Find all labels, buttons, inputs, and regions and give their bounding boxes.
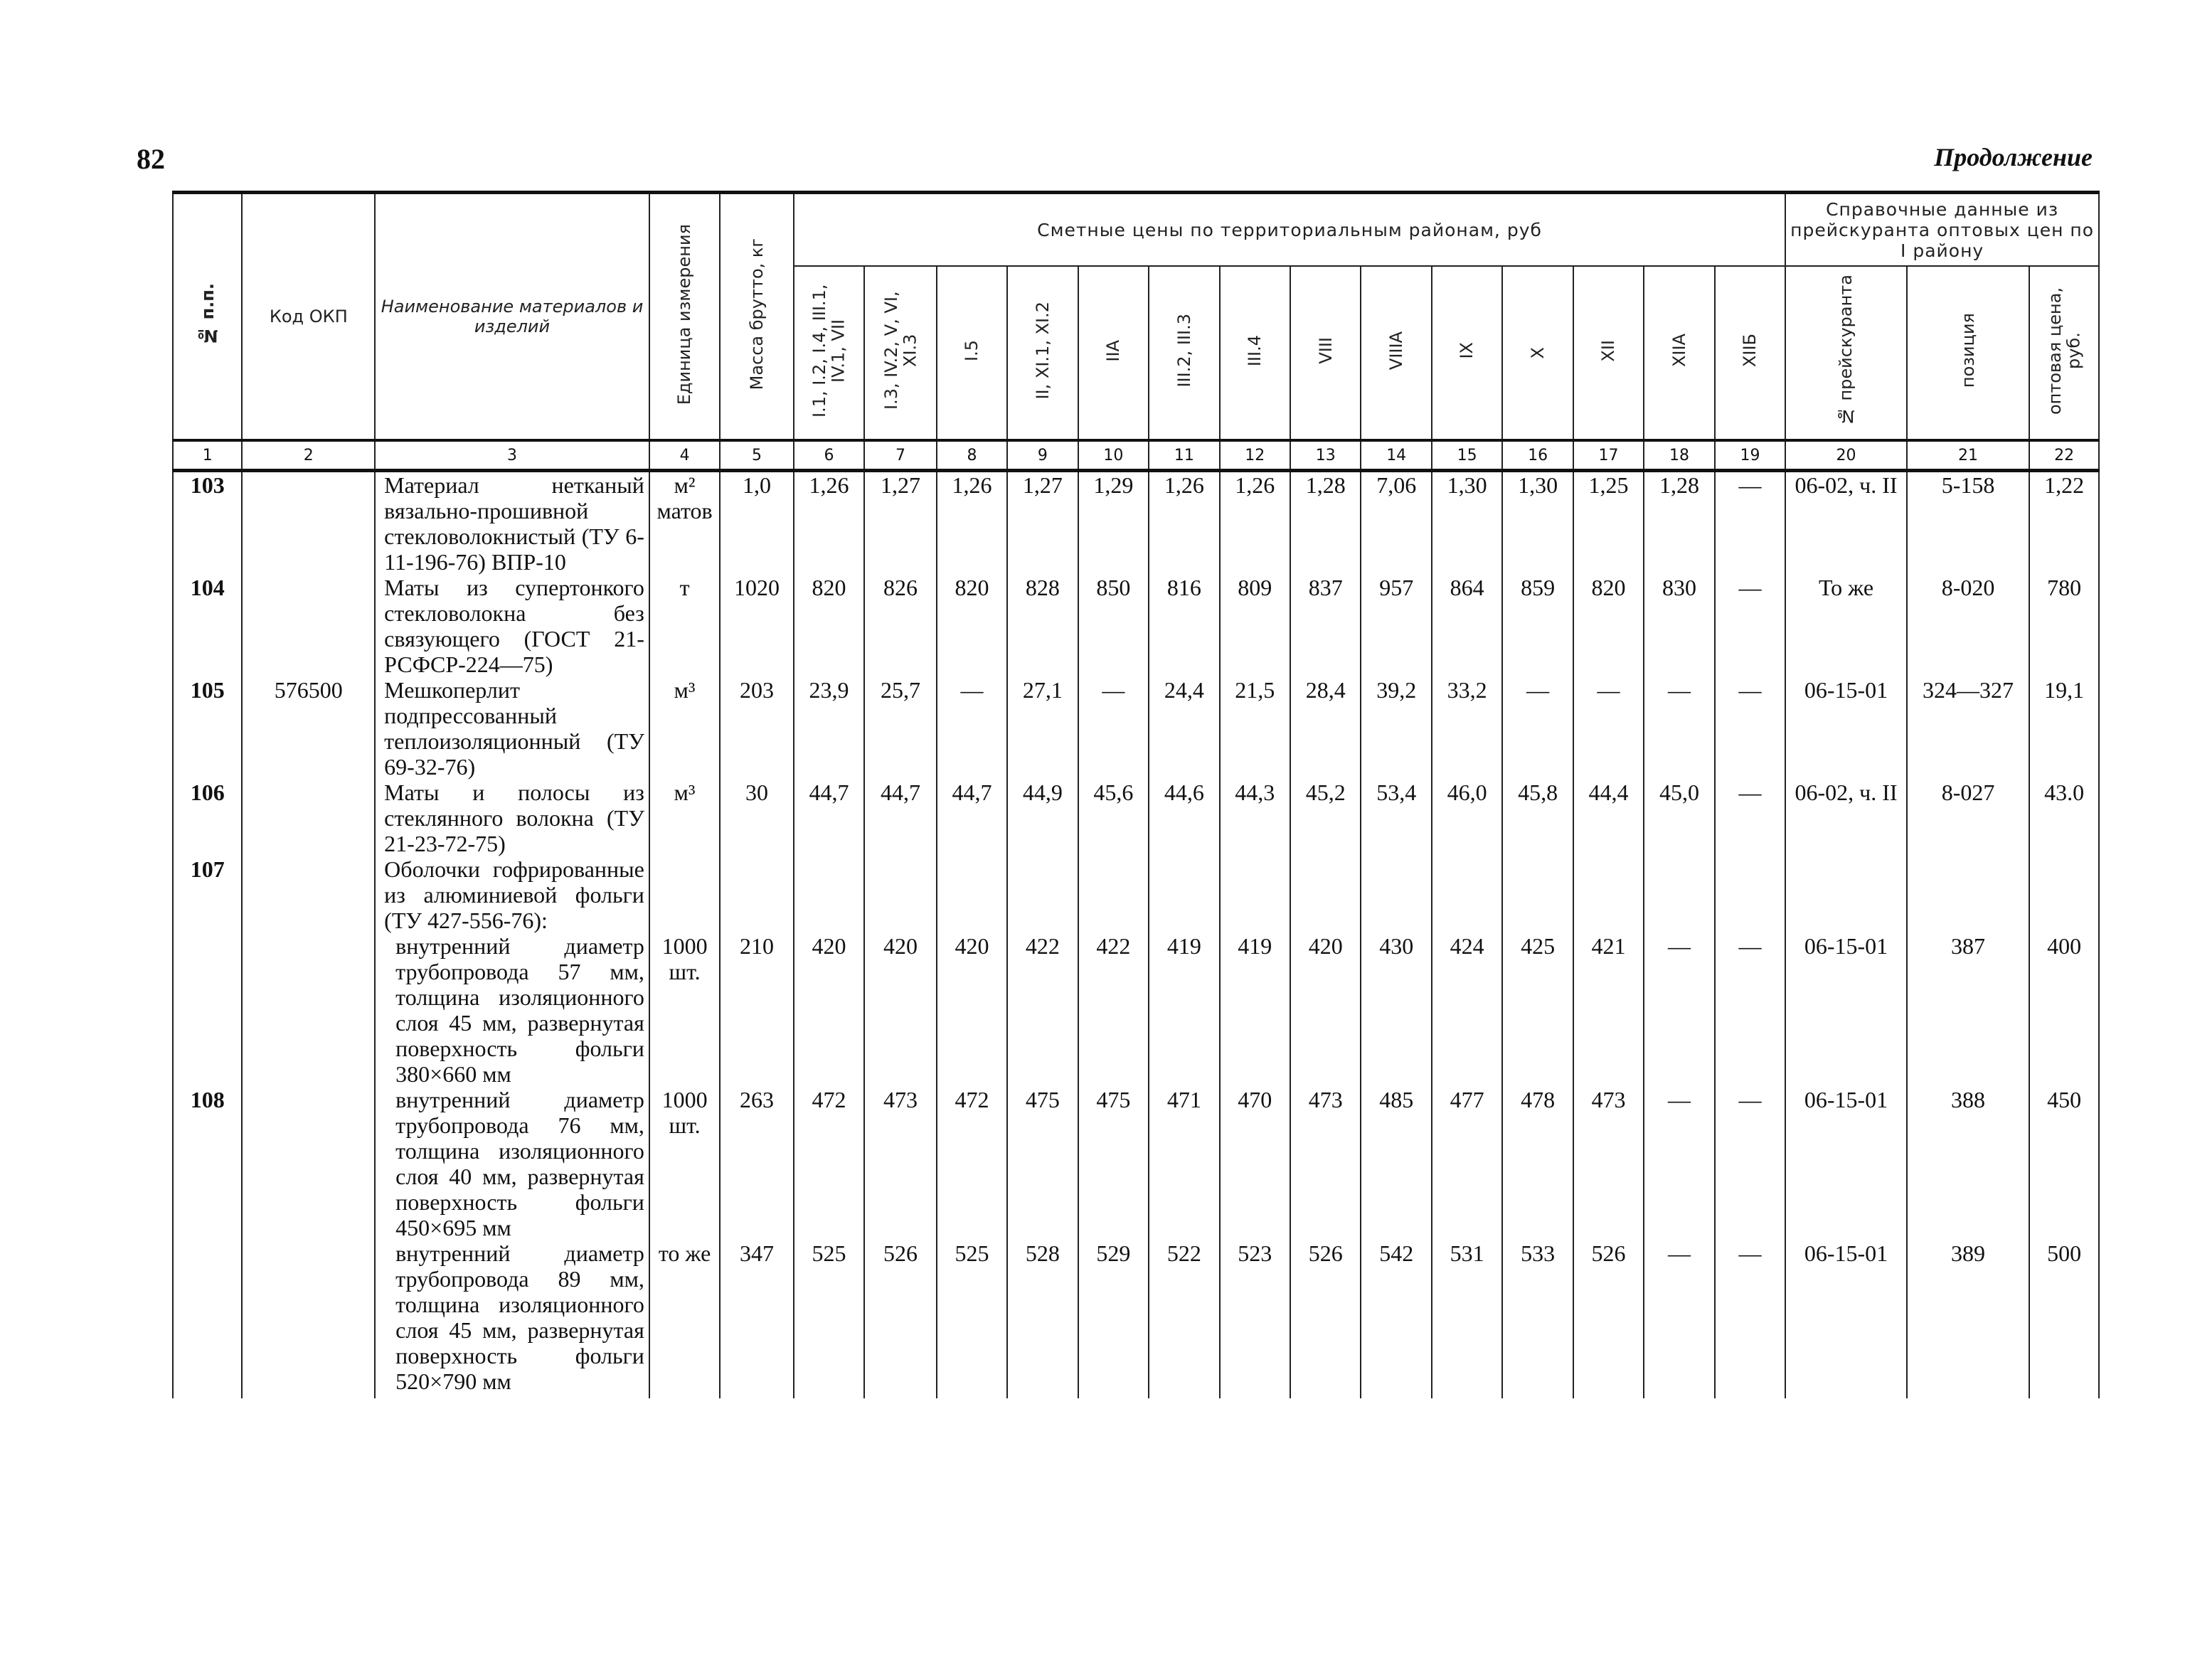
col-header-region: XIIA <box>1644 266 1714 440</box>
column-number: 21 <box>1907 440 2030 471</box>
region-price <box>937 856 1007 933</box>
material-name: внутренний диаметр трубопровода 76 мм, толщина изоляционного слоя 40 мм, развернутая поверхность фольги 450×695 мм <box>375 1087 649 1240</box>
gross-mass: 203 <box>720 677 794 780</box>
col-header-region: VIIIA <box>1361 266 1431 440</box>
region-price <box>1149 856 1219 933</box>
region-price: 23,9 <box>794 677 864 780</box>
column-number: 5 <box>720 440 794 471</box>
region-price: 820 <box>794 575 864 677</box>
col-header-reference: позиция <box>1907 266 2030 440</box>
col-header-region: I.1, I.2, I.4, III.1, IV.1, VII <box>794 266 864 440</box>
region-price: 809 <box>1220 575 1290 677</box>
wholesale-price: 500 <box>2029 1240 2099 1398</box>
col-header-region: I.5 <box>937 266 1007 440</box>
region-price: 53,4 <box>1361 780 1431 856</box>
region-price: 27,1 <box>1007 677 1078 780</box>
unit-of-measure: 1000 шт. <box>649 1087 720 1240</box>
table-row <box>173 856 2099 933</box>
region-price: 45,6 <box>1078 780 1149 856</box>
pricelist-number: 06-02, ч. II <box>1785 471 1907 575</box>
col-header-region: II, XI.1, XI.2 <box>1007 266 1078 440</box>
region-price: 472 <box>937 1087 1007 1240</box>
unit-of-measure: то же <box>649 1240 720 1398</box>
okp-code <box>242 575 375 677</box>
price-table-container <box>172 191 2100 1398</box>
unit-of-measure: т <box>649 575 720 677</box>
region-price: 45,0 <box>1644 780 1714 856</box>
region-price: 837 <box>1290 575 1361 677</box>
gross-mass: 347 <box>720 1240 794 1398</box>
region-price: 422 <box>1078 933 1149 1087</box>
region-price: 44,7 <box>794 780 864 856</box>
region-price: 1,30 <box>1502 471 1573 575</box>
region-price: 44,6 <box>1149 780 1219 856</box>
wholesale-price: 19,1 <box>2029 677 2099 780</box>
column-number: 2 <box>242 440 375 471</box>
col-header-region: X <box>1502 266 1573 440</box>
col-header-region: III.4 <box>1220 266 1290 440</box>
region-price: 425 <box>1502 933 1573 1087</box>
region-price <box>864 856 936 933</box>
region-price: 542 <box>1361 1240 1431 1398</box>
pricelist-position: 8-027 <box>1907 780 2030 856</box>
unit-of-measure: 1000 шт. <box>649 933 720 1087</box>
region-price: 1,28 <box>1290 471 1361 575</box>
col-header-region: I.3, IV.2, V, VI, XI.3 <box>864 266 936 440</box>
region-price: 523 <box>1220 1240 1290 1398</box>
region-price: 1,28 <box>1644 471 1714 575</box>
okp-code <box>242 1240 375 1398</box>
region-price: 420 <box>1290 933 1361 1087</box>
pricelist-position: 324—327 <box>1907 677 2030 780</box>
region-price: 529 <box>1078 1240 1149 1398</box>
region-price: 44,7 <box>864 780 936 856</box>
pricelist-number: 06-15-01 <box>1785 1087 1907 1240</box>
region-price: 816 <box>1149 575 1219 677</box>
row-number <box>173 1240 242 1398</box>
pricelist-position: 5-158 <box>1907 471 2030 575</box>
pricelist-number: 06-02, ч. II <box>1785 780 1907 856</box>
table-row <box>173 677 2099 780</box>
table-body <box>173 471 2099 1399</box>
region-price: 475 <box>1078 1087 1149 1240</box>
col-header-region: VIII <box>1290 266 1361 440</box>
col-header-region: III.2, III.3 <box>1149 266 1219 440</box>
region-price: 859 <box>1502 575 1573 677</box>
col-header-region: XII <box>1573 266 1644 440</box>
row-number: 108 <box>173 1087 242 1240</box>
table-row <box>173 933 2099 1087</box>
row-number: 104 <box>173 575 242 677</box>
table-row <box>173 1087 2099 1240</box>
region-price: 7,06 <box>1361 471 1431 575</box>
material-name: Материал нетканый вязально-прошивной стекловолокнистый (ТУ 6-11-196-76) ВПР-10 <box>375 471 649 575</box>
region-price: 471 <box>1149 1087 1219 1240</box>
region-price: — <box>1715 780 1786 856</box>
okp-code: 576500 <box>242 677 375 780</box>
region-price <box>1220 856 1290 933</box>
region-price: 45,2 <box>1290 780 1361 856</box>
region-price: — <box>1715 1087 1786 1240</box>
page-number: 82 <box>137 143 165 175</box>
gross-mass <box>720 856 794 933</box>
wholesale-price: 780 <box>2029 575 2099 677</box>
region-price: 21,5 <box>1220 677 1290 780</box>
region-price: — <box>1644 1087 1714 1240</box>
region-price: 1,29 <box>1078 471 1149 575</box>
column-number: 17 <box>1573 440 1644 471</box>
unit-of-measure: м³ <box>649 677 720 780</box>
region-price: 44,4 <box>1573 780 1644 856</box>
wholesale-price: 400 <box>2029 933 2099 1087</box>
region-price: 485 <box>1361 1087 1431 1240</box>
column-number: 9 <box>1007 440 1078 471</box>
region-price: 820 <box>937 575 1007 677</box>
region-price <box>1078 856 1149 933</box>
region-price: 430 <box>1361 933 1431 1087</box>
column-number: 6 <box>794 440 864 471</box>
region-price: 45,8 <box>1502 780 1573 856</box>
col-header-reference: оптовая цена, руб. <box>2029 266 2099 440</box>
unit-of-measure: м² матов <box>649 471 720 575</box>
pricelist-position: 389 <box>1907 1240 2030 1398</box>
region-price: 1,25 <box>1573 471 1644 575</box>
column-number: 11 <box>1149 440 1219 471</box>
row-number: 106 <box>173 780 242 856</box>
region-price: 24,4 <box>1149 677 1219 780</box>
column-number: 3 <box>375 440 649 471</box>
okp-code <box>242 780 375 856</box>
region-price: — <box>1078 677 1149 780</box>
region-price <box>1007 856 1078 933</box>
col-header-reference: № прейскуранта <box>1785 266 1907 440</box>
region-price: 39,2 <box>1361 677 1431 780</box>
region-price: 473 <box>1573 1087 1644 1240</box>
pricelist-position <box>1907 856 2030 933</box>
region-price: 826 <box>864 575 936 677</box>
regions-group-header: Сметные цены по территориальным районам, руб <box>794 193 1785 267</box>
region-price: 421 <box>1573 933 1644 1087</box>
material-name: внутренний диаметр трубопровода 57 мм, толщина изоляционного слоя 45 мм, развернутая поверхность фольги 380×660 мм <box>375 933 649 1087</box>
row-number: 103 <box>173 471 242 575</box>
pricelist-position: 8-020 <box>1907 575 2030 677</box>
region-price <box>1715 856 1786 933</box>
region-price: 44,3 <box>1220 780 1290 856</box>
unit-of-measure: м³ <box>649 780 720 856</box>
column-number: 15 <box>1432 440 1502 471</box>
pricelist-number <box>1785 856 1907 933</box>
column-numbers-row <box>173 440 2099 471</box>
region-price: — <box>937 677 1007 780</box>
pricelist-number: 06-15-01 <box>1785 1240 1907 1398</box>
wholesale-price <box>2029 856 2099 933</box>
table-row <box>173 780 2099 856</box>
region-price: — <box>1715 677 1786 780</box>
region-price: 44,9 <box>1007 780 1078 856</box>
region-price: 420 <box>794 933 864 1087</box>
region-price: 33,2 <box>1432 677 1502 780</box>
region-price: 525 <box>794 1240 864 1398</box>
column-number: 18 <box>1644 440 1714 471</box>
region-price: — <box>1502 677 1573 780</box>
region-price: 420 <box>864 933 936 1087</box>
column-number: 7 <box>864 440 936 471</box>
region-price: 528 <box>1007 1240 1078 1398</box>
region-price: 1,27 <box>1007 471 1078 575</box>
okp-code <box>242 1087 375 1240</box>
column-number: 10 <box>1078 440 1149 471</box>
region-price: 525 <box>937 1240 1007 1398</box>
row-number: 105 <box>173 677 242 780</box>
region-price: 422 <box>1007 933 1078 1087</box>
region-price: 850 <box>1078 575 1149 677</box>
pricelist-position: 387 <box>1907 933 2030 1087</box>
continuation-label: Продолжение <box>1934 143 2093 171</box>
region-price <box>1644 856 1714 933</box>
wholesale-price: 450 <box>2029 1087 2099 1240</box>
region-price: 478 <box>1502 1087 1573 1240</box>
table-row <box>173 471 2099 575</box>
material-name: Маты из супертонкого стекловолокна без связующего (ГОСТ 21-РСФСР-224—75) <box>375 575 649 677</box>
wholesale-price: 43.0 <box>2029 780 2099 856</box>
region-price: 1,26 <box>1149 471 1219 575</box>
region-price: — <box>1715 1240 1786 1398</box>
row-number <box>173 933 242 1087</box>
column-number: 13 <box>1290 440 1361 471</box>
region-price: 420 <box>937 933 1007 1087</box>
region-price <box>1432 856 1502 933</box>
region-price <box>1573 856 1644 933</box>
region-price: 531 <box>1432 1240 1502 1398</box>
material-name: Мешкоперлит подпрессованный теплоизоляционный (ТУ 69-32-76) <box>375 677 649 780</box>
column-number: 1 <box>173 440 242 471</box>
col-header-region: IX <box>1432 266 1502 440</box>
region-price: — <box>1644 933 1714 1087</box>
region-price <box>794 856 864 933</box>
region-price: 828 <box>1007 575 1078 677</box>
gross-mass: 263 <box>720 1087 794 1240</box>
reference-group-header: Справочные данные из прейскуранта оптовых цен по I району <box>1785 193 2099 267</box>
material-name: внутренний диаметр трубопровода 89 мм, толщина изоляционного слоя 45 мм, развернутая поверхность фольги 520×790 мм <box>375 1240 649 1398</box>
okp-code <box>242 933 375 1087</box>
region-price: 473 <box>1290 1087 1361 1240</box>
pricelist-number: То же <box>1785 575 1907 677</box>
region-price: 830 <box>1644 575 1714 677</box>
region-price: — <box>1715 471 1786 575</box>
col-header-unit: Единица измерения <box>649 193 720 441</box>
column-number: 8 <box>937 440 1007 471</box>
table-row <box>173 1240 2099 1398</box>
region-price: 533 <box>1502 1240 1573 1398</box>
region-price: — <box>1644 677 1714 780</box>
region-price: 419 <box>1220 933 1290 1087</box>
region-price: 522 <box>1149 1240 1219 1398</box>
okp-code <box>242 856 375 933</box>
col-header-okp: Код ОКП <box>242 193 375 441</box>
col-header-region: IIA <box>1078 266 1149 440</box>
region-price: 1,30 <box>1432 471 1502 575</box>
table-header <box>173 193 2099 471</box>
region-price <box>1502 856 1573 933</box>
region-price: 419 <box>1149 933 1219 1087</box>
region-price: 473 <box>864 1087 936 1240</box>
material-name: Маты и полосы из стеклянного волокна (ТУ 21-23-72-75) <box>375 780 649 856</box>
pricelist-number: 06-15-01 <box>1785 933 1907 1087</box>
region-price: 526 <box>1290 1240 1361 1398</box>
material-name: Оболочки гофрированные из алюминиевой фольги (ТУ 427-556-76): <box>375 856 649 933</box>
region-price: 526 <box>1573 1240 1644 1398</box>
table-row <box>173 575 2099 677</box>
gross-mass: 1020 <box>720 575 794 677</box>
okp-code <box>242 471 375 575</box>
region-price: — <box>1715 575 1786 677</box>
region-price: 28,4 <box>1290 677 1361 780</box>
row-number: 107 <box>173 856 242 933</box>
region-price: 477 <box>1432 1087 1502 1240</box>
col-header-region: XIIБ <box>1715 266 1786 440</box>
region-price: 957 <box>1361 575 1431 677</box>
region-price: 46,0 <box>1432 780 1502 856</box>
region-price: 1,27 <box>864 471 936 575</box>
region-price: 475 <box>1007 1087 1078 1240</box>
region-price <box>1290 856 1361 933</box>
region-price: 864 <box>1432 575 1502 677</box>
column-number: 20 <box>1785 440 1907 471</box>
column-number: 19 <box>1715 440 1786 471</box>
wholesale-price: 1,22 <box>2029 471 2099 575</box>
column-number: 16 <box>1502 440 1573 471</box>
price-table <box>172 191 2100 1398</box>
region-price: 1,26 <box>1220 471 1290 575</box>
region-price: 472 <box>794 1087 864 1240</box>
unit-of-measure <box>649 856 720 933</box>
region-price: 526 <box>864 1240 936 1398</box>
col-header-mass: Масса брутто, кг <box>720 193 794 441</box>
gross-mass: 30 <box>720 780 794 856</box>
column-number: 14 <box>1361 440 1431 471</box>
region-price: 1,26 <box>794 471 864 575</box>
col-header-npp: № п.п. <box>173 193 242 441</box>
gross-mass: 1,0 <box>720 471 794 575</box>
region-price: 424 <box>1432 933 1502 1087</box>
col-header-name: Наименование материалов и изделий <box>375 193 649 441</box>
gross-mass: 210 <box>720 933 794 1087</box>
column-number: 4 <box>649 440 720 471</box>
region-price: — <box>1573 677 1644 780</box>
region-price: 1,26 <box>937 471 1007 575</box>
pricelist-number: 06-15-01 <box>1785 677 1907 780</box>
region-price: — <box>1715 933 1786 1087</box>
region-price: 25,7 <box>864 677 936 780</box>
region-price: — <box>1644 1240 1714 1398</box>
region-price <box>1361 856 1431 933</box>
region-price: 470 <box>1220 1087 1290 1240</box>
region-price: 820 <box>1573 575 1644 677</box>
column-number: 12 <box>1220 440 1290 471</box>
pricelist-position: 388 <box>1907 1087 2030 1240</box>
region-price: 44,7 <box>937 780 1007 856</box>
column-number: 22 <box>2029 440 2099 471</box>
